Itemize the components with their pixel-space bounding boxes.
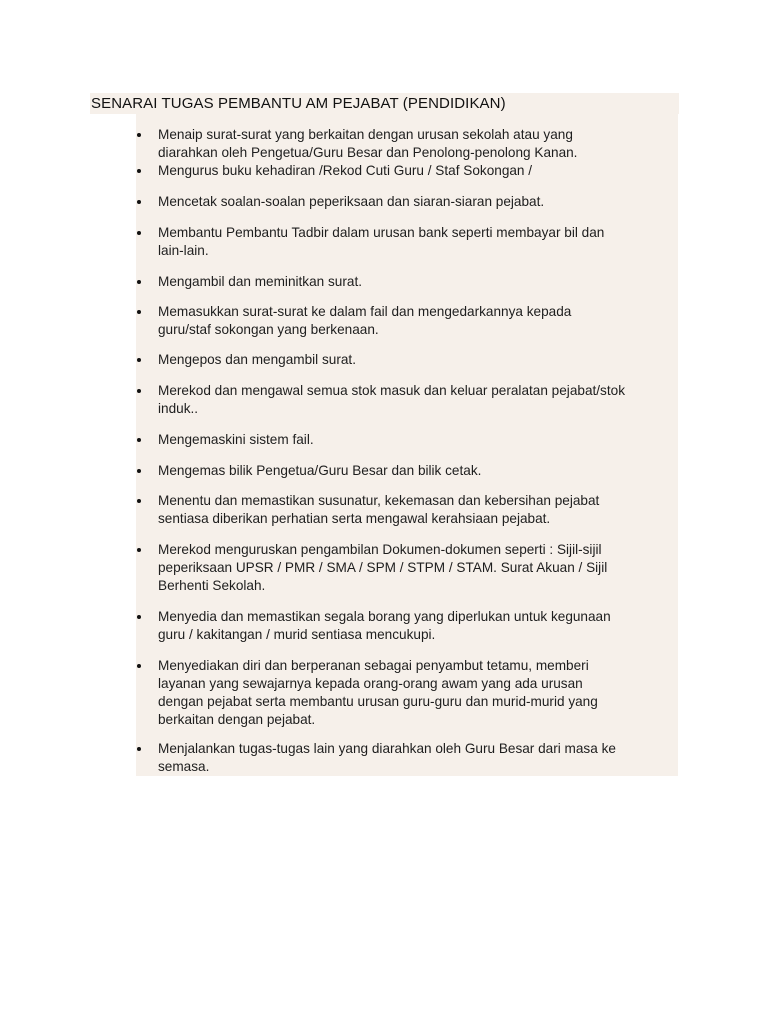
bullet-icon bbox=[136, 657, 142, 675]
bullet-icon bbox=[136, 608, 142, 626]
list-item bbox=[136, 303, 678, 339]
bullet-icon bbox=[136, 541, 142, 559]
list-item-line: Mencetak soalan-soalan peperiksaan dan siaran-siaran pejabat. bbox=[158, 194, 545, 209]
list-item-line: Merekod dan mengawal semua stok masuk dan keluar peralatan pejabat/stok bbox=[158, 383, 625, 398]
list-item-text bbox=[158, 382, 680, 418]
list-item-text bbox=[158, 431, 680, 449]
list-item-line: Merekod menguruskan pengambilan Dokumen-dokumen seperti : Sijil-sijil bbox=[158, 542, 602, 557]
bullet-icon bbox=[136, 224, 142, 242]
list-item-line: Mengurus buku kehadiran /Rekod Cuti Guru / Staf Sokongan / bbox=[158, 163, 533, 178]
list-item bbox=[136, 351, 678, 369]
list-item-line: sentiasa diberikan perhatian serta mengawal kerahsiaan pejabat. bbox=[158, 511, 551, 526]
list-item bbox=[136, 126, 678, 162]
list-item-line: Menyediakan diri dan berperanan sebagai penyambut tetamu, memberi bbox=[158, 658, 589, 673]
list-item bbox=[136, 224, 678, 260]
bullet-icon bbox=[136, 740, 142, 758]
list-item bbox=[136, 162, 678, 180]
list-item bbox=[136, 273, 678, 291]
list-item bbox=[136, 382, 678, 418]
list-item bbox=[136, 431, 678, 449]
list-item-line: induk.. bbox=[158, 401, 199, 416]
duty-list-panel bbox=[136, 114, 678, 776]
list-item-text bbox=[158, 193, 680, 211]
list-item-line: Membantu Pembantu Tadbir dalam urusan bank seperti membayar bil dan bbox=[158, 225, 605, 240]
list-item-text bbox=[158, 224, 680, 260]
list-item-text bbox=[158, 462, 680, 480]
list-item-text bbox=[158, 303, 680, 339]
list-item-text bbox=[158, 608, 680, 644]
list-item-text bbox=[158, 740, 680, 776]
bullet-icon bbox=[136, 382, 142, 400]
list-item bbox=[136, 608, 678, 644]
list-item bbox=[136, 492, 678, 528]
list-item-line: Berhenti Sekolah. bbox=[158, 578, 266, 593]
list-item-text bbox=[158, 273, 680, 291]
list-item-line: semasa. bbox=[158, 759, 210, 774]
list-item bbox=[136, 657, 678, 729]
list-item-line: lain-lain. bbox=[158, 243, 209, 258]
list-item-line: Mengambil dan meminitkan surat. bbox=[158, 274, 362, 289]
list-item-line: Menyedia dan memastikan segala borang yang diperlukan untuk kegunaan bbox=[158, 609, 611, 624]
list-item bbox=[136, 462, 678, 480]
list-item-line: Menaip surat-surat yang berkaitan dengan urusan sekolah atau yang bbox=[158, 127, 573, 142]
list-item-line: Menentu dan memastikan susunatur, kekemasan dan kebersihan pejabat bbox=[158, 493, 600, 508]
list-item bbox=[136, 740, 678, 776]
list-item-text bbox=[158, 492, 680, 528]
list-item-line: Memasukkan surat-surat ke dalam fail dan mengedarkannya kepada bbox=[158, 304, 572, 319]
list-item-line: Mengepos dan mengambil surat. bbox=[158, 352, 356, 367]
list-item-text bbox=[158, 351, 680, 369]
bullet-icon bbox=[136, 351, 142, 369]
bullet-icon bbox=[136, 431, 142, 449]
list-item-line: guru/staf sokongan yang berkenaan. bbox=[158, 322, 379, 337]
list-item-text bbox=[158, 126, 680, 162]
document-title: SENARAI TUGAS PEMBANTU AM PEJABAT (PENDIDIKAN) bbox=[90, 93, 679, 114]
list-item-text bbox=[158, 657, 680, 729]
list-item-line: berkaitan dengan pejabat. bbox=[158, 712, 316, 727]
bullet-icon bbox=[136, 193, 142, 211]
list-item-line: dengan pejabat serta membantu urusan guru-guru dan murid-murid yang bbox=[158, 694, 598, 709]
list-item bbox=[136, 193, 678, 211]
bullet-icon bbox=[136, 273, 142, 291]
list-item-line: Mengemas bilik Pengetua/Guru Besar dan bilik cetak. bbox=[158, 463, 482, 478]
list-item-line: Menjalankan tugas-tugas lain yang diarahkan oleh Guru Besar dari masa ke bbox=[158, 741, 616, 756]
bullet-icon bbox=[136, 126, 142, 144]
list-item bbox=[136, 541, 678, 595]
list-item-line: peperiksaan UPSR / PMR / SMA / SPM / STPM / STAM. Surat Akuan / Sijil bbox=[158, 560, 608, 575]
bullet-icon bbox=[136, 162, 142, 180]
bullet-icon bbox=[136, 303, 142, 321]
bullet-icon bbox=[136, 492, 142, 510]
list-item-text bbox=[158, 162, 680, 180]
list-item-line: diarahkan oleh Pengetua/Guru Besar dan Penolong-penolong Kanan. bbox=[158, 145, 578, 160]
list-item-text bbox=[158, 541, 680, 595]
list-item-line: Mengemaskini sistem fail. bbox=[158, 432, 314, 447]
list-item-line: guru / kakitangan / murid sentiasa mencukupi. bbox=[158, 627, 436, 642]
bullet-icon bbox=[136, 462, 142, 480]
list-item-line: layanan yang sewajarnya kepada orang-orang awam yang ada urusan bbox=[158, 676, 583, 691]
